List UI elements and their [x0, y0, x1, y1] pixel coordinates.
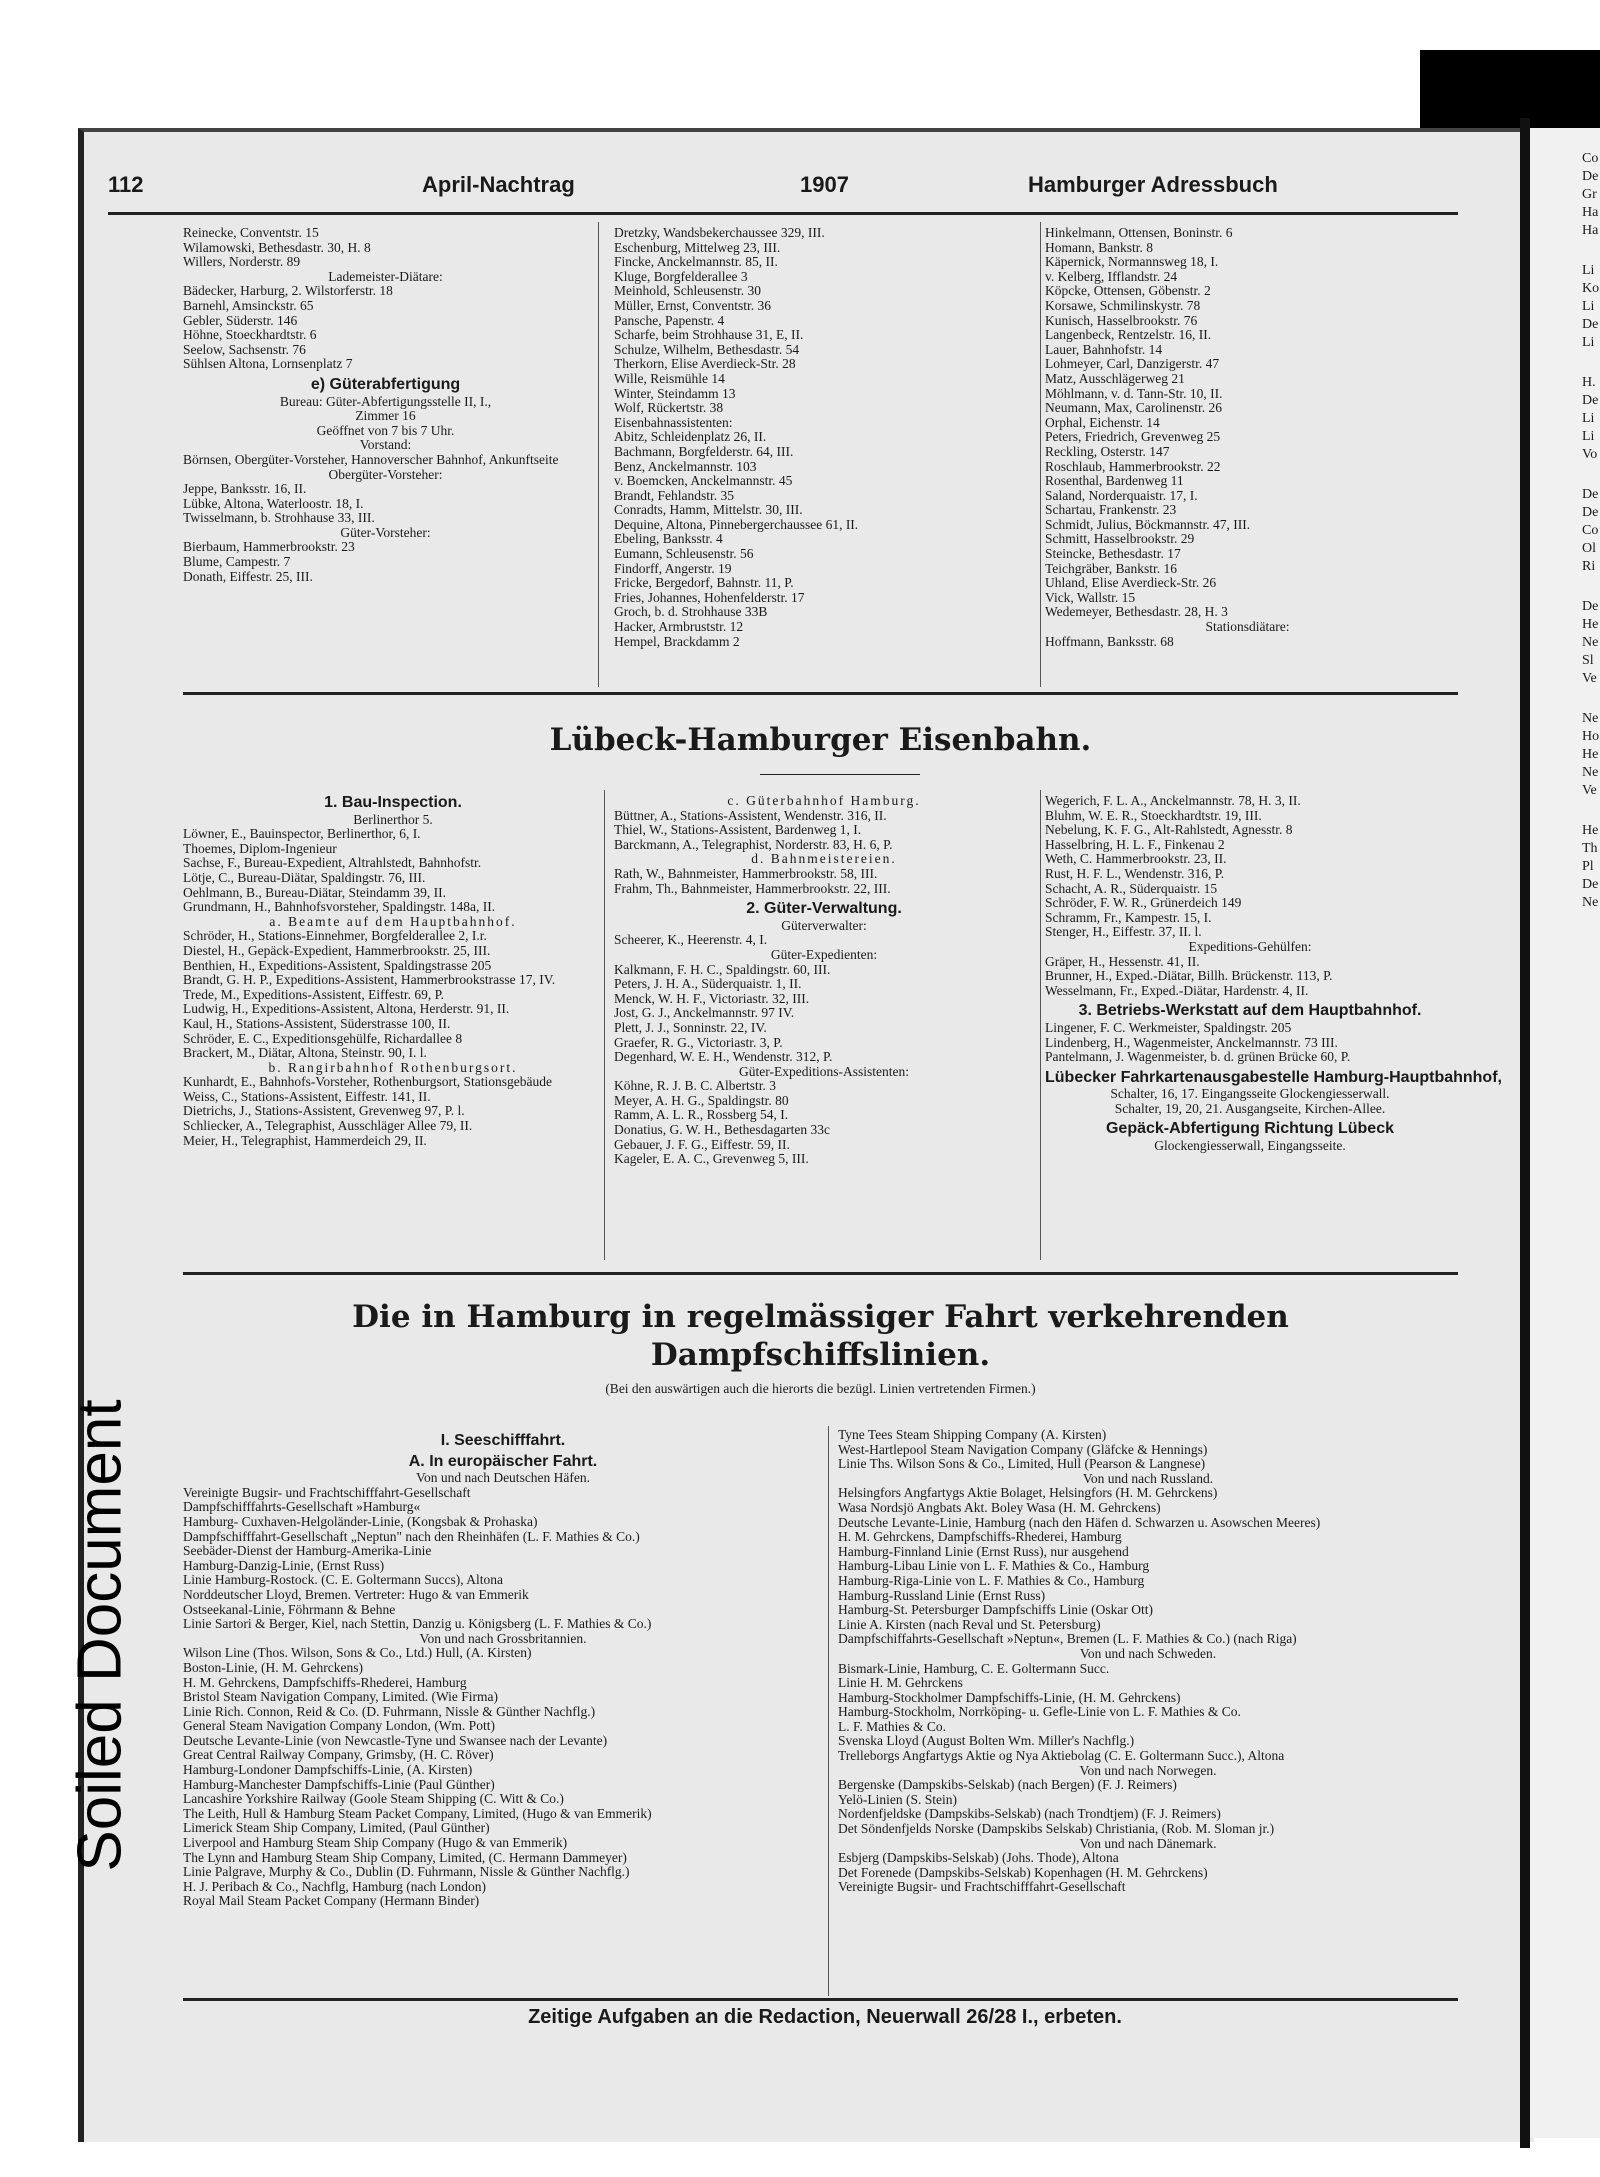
entry-line: Korsawe, Schmilinskystr. 78	[1045, 297, 1201, 313]
soiled-document-label: Soiled Document	[65, 1399, 135, 1872]
entry-line: Liverpool and Hamburg Steam Ship Company (Hugo & van Emmerik)	[183, 1835, 568, 1851]
fragment-line: He	[1582, 617, 1599, 632]
entry-line: Hamburg-Stockholm, Norrköping- u. Gefle-Linie von L. F. Mathies & Co.	[838, 1704, 1241, 1720]
entry-line: Linie Ths. Wilson Sons & Co., Limited, Hull (Pearson & Langnese)	[838, 1456, 1206, 1472]
entry-line: Schramm, Fr., Kampestr. 15, I.	[1045, 909, 1212, 925]
entry-line: Güter-Expedienten:	[770, 946, 878, 962]
entry-line: Schmitt, Hasselbrookstr. 29	[1045, 531, 1195, 547]
fragment-line: De	[1582, 169, 1599, 184]
fragment-line: Ri	[1582, 559, 1596, 574]
entry-line: Möhlmann, v. d. Tann-Str. 10, II.	[1045, 385, 1223, 401]
fragment-line: Li	[1582, 411, 1595, 426]
entry-line: Conradts, Hamm, Mittelstr. 30, III.	[614, 502, 803, 518]
entry-line: Höhne, Stoeckhardtstr. 6	[183, 327, 317, 343]
entry-line: e) Güterabfertigung	[310, 375, 461, 393]
entry-line: Linie A. Kirsten (nach Reval und St. Petersburg)	[838, 1616, 1101, 1632]
fragment-line: Gr	[1582, 187, 1597, 202]
fragment-line: Vo	[1582, 447, 1598, 462]
entry-line: Trede, M., Expeditions-Assistent, Eiffestr. 69, P.	[183, 986, 445, 1002]
entry-line: I. Seeschifffahrt.	[440, 1432, 566, 1449]
entry-line: H. J. Peribach & Co., Nachflg, Hamburg (nach London)	[183, 1878, 487, 1894]
entry-line: General Steam Navigation Company London, (Wm. Pott)	[183, 1718, 495, 1734]
entry-line: Schartau, Frankenstr. 23	[1045, 502, 1177, 518]
entry-line: Willers, Norderstr. 89	[183, 254, 301, 270]
fragment-line: De	[1582, 487, 1599, 502]
ships-column-1	[183, 1428, 823, 1909]
entry-line: Lötje, C., Bureau-Diätar, Spaldingstr. 76, III.	[183, 869, 426, 885]
top-column-2	[614, 226, 1029, 649]
entry-line: Von und nach Dänemark.	[1079, 1835, 1217, 1851]
entry-line: Lancashire Yorkshire Railway (Goole Steam Shipping (C. Witt & Co.)	[183, 1791, 564, 1807]
fragment-line: Ho	[1582, 729, 1600, 744]
entry-line: Graefer, R. G., Victoriastr. 3, P.	[614, 1034, 783, 1050]
entry-line: Plett, J. J., Sonninstr. 22, IV.	[614, 1019, 767, 1035]
entry-line: Güterverwalter:	[781, 917, 867, 933]
entry-line: b. Rangirbahnhof Rothenburgsort.	[268, 1059, 518, 1075]
fragment-line: De	[1582, 393, 1599, 408]
entry-line: Peters, Friedrich, Grevenweg 25	[1045, 429, 1221, 445]
ships-note: (Bei den auswärtigen auch die hierorts die bezügl. Linien vertretenden Firmen.)	[605, 1381, 1036, 1396]
fragment-line: Co	[1582, 151, 1599, 166]
entry-line: Von und nach Deutschen Häfen.	[415, 1470, 591, 1486]
fragment-line: H.	[1582, 375, 1596, 390]
section-title: April-Nachtrag	[422, 172, 575, 197]
entry-line: Linie Rich. Connon, Reid & Co. (D. Fuhrmann, Nissle & Günther Nachflg.)	[183, 1703, 596, 1719]
entry-line: Lübke, Altona, Waterloostr. 18, I.	[183, 495, 364, 511]
entry-line: d. Bahnmeistereien.	[751, 851, 897, 867]
entry-line: Hamburg-St. Petersburger Dampfschiffs Linie (Oskar Ott)	[838, 1602, 1153, 1618]
fragment-line: Ol	[1582, 541, 1596, 556]
entry-line: Hamburg-Stockholmer Dampfschiffs-Linie, (H. M. Gehrckens)	[838, 1689, 1181, 1705]
entry-line: Bädecker, Harburg, 2. Wilstorferstr. 18	[183, 283, 393, 299]
entry-line: Lingener, F. C. Werkmeister, Spaldingstr. 205	[1045, 1019, 1292, 1035]
entry-line: Kluge, Borgfelderallee 3	[614, 268, 748, 284]
page-header	[108, 172, 1458, 208]
entry-line: Winter, Steindamm 13	[614, 385, 736, 401]
fragment-line: Li	[1582, 335, 1595, 350]
entry-line: Nebelung, K. F. G., Alt-Rahlstedt, Agnesstr. 8	[1045, 822, 1293, 838]
entry-line: Roschlaub, Hammerbrookstr. 22	[1045, 458, 1221, 474]
entry-line: Neumann, Max, Carolinenstr. 26	[1045, 400, 1222, 416]
entry-line: Bierbaum, Hammerbrookstr. 23	[183, 539, 355, 555]
entry-line: Thiel, W., Stations-Assistent, Bardenweg 1, I.	[614, 822, 862, 838]
entry-line: Dampfschifffahrts-Gesellschaft »Hamburg«	[183, 1499, 421, 1515]
entry-line: Obergüter-Vorsteher:	[328, 466, 443, 482]
entry-line: Lindenberg, H., Wagenmeister, Anckelmannstr. 73 III.	[1045, 1034, 1338, 1050]
fragment-line: Pl	[1582, 859, 1594, 874]
entry-line: Boston-Linie, (H. M. Gehrckens)	[183, 1659, 363, 1675]
entry-line: Abitz, Schleidenplatz 26, II.	[614, 429, 767, 445]
entry-line: Teichgräber, Bankstr. 16	[1045, 560, 1177, 576]
entry-line: Berlinerthor 5.	[353, 811, 433, 827]
entry-line: West-Hartlepool Steam Navigation Company (Gläfcke & Hennings)	[838, 1441, 1208, 1457]
entry-line: Stenger, H., Eiffestr. 37, II. l.	[1045, 924, 1202, 940]
entry-line: Wedemeyer, Bethesdastr. 28, H. 3	[1045, 604, 1228, 620]
entry-line: Wille, Reismühle 14	[614, 370, 725, 386]
entry-line: Limerick Steam Ship Company, Limited, (Paul Günther)	[183, 1820, 490, 1836]
entry-line: Orphal, Eichenstr. 14	[1045, 414, 1160, 430]
entry-line: Bristol Steam Navigation Company, Limited. (Wie Firma)	[183, 1689, 499, 1705]
scan-dark-corner	[1420, 50, 1600, 130]
entry-line: Royal Mail Steam Packet Company (Hermann Binder)	[183, 1893, 480, 1909]
entry-line: Glockengiesserwall, Eingangsseite.	[1154, 1138, 1346, 1154]
entry-line: Börnsen, Obergüter-Vorsteher, Hannoverscher Bahnhof, Ankunftseite	[183, 451, 559, 467]
entry-line: Barckmann, A., Telegraphist, Norderstr. 83, H. 6, P.	[614, 836, 893, 852]
entry-line: Hamburg-Manchester Dampfschiffs-Linie (Paul Günther)	[183, 1776, 495, 1792]
entry-line: Büttner, A., Stations-Assistent, Wendenstr. 316, II.	[614, 807, 887, 823]
fragment-line: Co	[1582, 523, 1599, 538]
entry-line: Rath, W., Bahnmeister, Hammerbrookstr. 58, III.	[614, 865, 878, 881]
entry-line: Uhland, Elise Averdieck-Str. 26	[1045, 575, 1217, 591]
fragment-line: Ne	[1582, 895, 1599, 910]
entry-line: Donatius, G. W. H., Bethesdagarten 33c	[614, 1122, 830, 1138]
entry-line: Homann, Bankstr. 8	[1045, 239, 1153, 255]
entry-line: Menck, W. H. F., Victoriastr. 32, III.	[614, 990, 810, 1006]
entry-line: Fries, Johannes, Hohenfelderstr. 17	[614, 589, 805, 605]
column-divider	[604, 790, 605, 1260]
entry-line: Dietrichs, J., Stations-Assistent, Grevenweg 97, P. l.	[183, 1103, 465, 1119]
page-gutter	[1520, 118, 1530, 2148]
entry-line: Seebäder-Dienst der Hamburg-Amerika-Linie	[183, 1543, 432, 1559]
entry-line: Weiss, C., Stations-Assistent, Eiffestr. 141, II.	[183, 1088, 431, 1104]
entry-line: Gräper, H., Hessenstr. 41, II.	[1045, 953, 1200, 969]
entry-line: c. Güterbahnhof Hamburg.	[727, 793, 921, 808]
entry-line: v. Kelberg, Ifflandstr. 24	[1045, 268, 1178, 284]
entry-line: Hasselbring, H. L. F., Finkenau 2	[1045, 836, 1225, 852]
entry-line: Thoemes, Diplom-Ingenieur	[183, 840, 337, 856]
entry-line: Nordenfjeldske (Dampskibs-Selskab) (nach Trondtjem) (F. J. Reimers)	[838, 1806, 1221, 1822]
entry-line: Linie H. M. Gehrckens	[838, 1675, 963, 1691]
fragment-line: Li	[1582, 429, 1595, 444]
entry-line: Det Forenede (Dampskibs-Selskab) Kopenhagen (H. M. Gehrckens)	[838, 1864, 1208, 1880]
ships-title-line-1: Die in Hamburg in regelmässiger Fahrt verkehrenden	[352, 1299, 1289, 1335]
ships-column-2	[838, 1428, 1458, 1895]
entry-line: The Leith, Hull & Hamburg Steam Packet Company, Limited, (Hugo & van Emmerik)	[183, 1805, 652, 1821]
entry-line: Kageler, E. A. C., Grevenweg 5, III.	[614, 1151, 809, 1167]
entry-line: Frahm, Th., Bahnmeister, Hammerbrookstr. 22, III.	[614, 880, 891, 896]
entry-line: Svenska Lloyd (August Bolten Wm. Miller's Nachflg.)	[838, 1733, 1135, 1749]
fragment-line: De	[1582, 599, 1599, 614]
adjacent-page-fragment	[1530, 128, 1600, 2138]
entry-line: Jost, G. J., Anckelmannstr. 97 IV.	[614, 1005, 795, 1021]
entry-line: Reckling, Osterstr. 147	[1045, 443, 1170, 459]
entry-line: Rosenthal, Bardenweg 11	[1045, 473, 1184, 489]
entry-line: Brandt, Fehlandstr. 35	[614, 487, 734, 503]
entry-line: Wesselmann, Fr., Exped.-Diätar, Hardenstr. 4, II.	[1045, 982, 1309, 998]
entry-line: Schliecker, A., Telegraphist, Ausschläger Allee 79, II.	[183, 1118, 473, 1134]
entry-line: Eumann, Schleusenstr. 56	[614, 546, 754, 562]
entry-line: Bergenske (Dampskibs-Selskab) (nach Bergen) (F. J. Reimers)	[838, 1777, 1177, 1793]
fragment-line: Ve	[1582, 671, 1597, 686]
entry-line: Schröder, F. W. R., Grünerdeich 149	[1045, 895, 1242, 911]
entry-line: Eschenburg, Mittelweg 23, III.	[614, 239, 781, 255]
entry-line: Donath, Eiffestr. 25, III.	[183, 568, 313, 584]
ships-title	[183, 1298, 1458, 1374]
entry-line: Fricke, Bergedorf, Bahnstr. 11, P.	[614, 575, 794, 591]
entry-line: Reinecke, Conventstr. 15	[183, 225, 319, 240]
fragment-line: Li	[1582, 263, 1595, 278]
entry-line: Vorstand:	[359, 437, 412, 453]
entry-line: Hamburg-Danzig-Linie, (Ernst Russ)	[183, 1557, 385, 1573]
entry-line: Hoffmann, Banksstr. 68	[1045, 633, 1174, 649]
entry-line: Hamburg-Libau Linie von L. F. Mathies & Co., Hamburg	[838, 1558, 1150, 1574]
entry-line: Lauer, Bahnhofstr. 14	[1045, 341, 1163, 357]
entry-line: Meier, H., Telegraphist, Hammerdeich 29, II.	[183, 1132, 427, 1148]
entry-line: Hinkelmann, Ottensen, Boninstr. 6	[1045, 225, 1233, 240]
entry-line: Norddeutscher Lloyd, Bremen. Vertreter: Hugo & van Emmerik	[183, 1586, 529, 1602]
fragment-line: De	[1582, 505, 1599, 520]
entry-line: Yelö-Linien (S. Stein)	[838, 1791, 958, 1807]
entry-line: Dampfschiffahrts-Gesellschaft »Neptun«, Bremen (L. F. Mathies & Co.) (nach Riga)	[838, 1631, 1297, 1647]
entry-line: Hempel, Brackdamm 2	[614, 633, 740, 649]
entry-line: Hacker, Armbruststr. 12	[614, 619, 744, 635]
entry-line: Matz, Ausschlägerweg 21	[1045, 370, 1185, 386]
column-divider	[1040, 790, 1041, 1260]
luebeck-title: Lübeck-Hamburger Eisenbahn.	[549, 722, 1092, 758]
year: 1907	[800, 172, 849, 197]
entry-line: H. M. Gehrckens, Dampfschiffs-Rhederei, Hamburg	[183, 1674, 467, 1690]
entry-line: A. In europäischer Fahrt.	[408, 1452, 598, 1470]
fragment-line: He	[1582, 823, 1599, 838]
entry-line: Wilamowski, Bethesdastr. 30, H. 8	[183, 239, 371, 255]
entry-line: 2. Güter-Verwaltung.	[746, 900, 902, 918]
entry-line: Kaul, H., Stations-Assistent, Süderstrasse 100, II.	[183, 1015, 451, 1031]
entry-line: Brandt, G. H. P., Expeditions-Assistent, Hammerbrookstrasse 17, IV.	[183, 972, 556, 988]
luebeck-column-3	[1045, 793, 1502, 1154]
entry-line: Wasa Nordsjö Angbats Akt. Boley Wasa (H. M. Gehrckens)	[838, 1499, 1161, 1515]
fragment-line: De	[1582, 317, 1599, 332]
fragment-line: Th	[1582, 841, 1598, 856]
fragment-line: Ve	[1582, 783, 1597, 798]
entry-line: Helsingfors Angfartygs Aktie Bolaget, Helsingfors (H. M. Gehrckens)	[838, 1485, 1218, 1501]
entry-line: Groch, b. d. Strohhause 33B	[614, 604, 768, 620]
entry-line: Sühlsen Altona, Lornsenplatz 7	[183, 356, 353, 372]
entry-line: Löwner, E., Bauinspector, Berlinerthor, 6, I.	[183, 826, 421, 842]
column-divider	[828, 1426, 829, 1996]
entry-line: 1. Bau-Inspection.	[324, 794, 462, 811]
entry-line: Findorff, Angerstr. 19	[614, 560, 732, 576]
entry-line: Bureau: Güter-Abfertigungsstelle II, I.,	[279, 393, 492, 409]
entry-line: Pantelmann, J. Wagenmeister, b. d. grünen Brücke 60, P.	[1045, 1049, 1351, 1065]
section-rule	[183, 1272, 1458, 1275]
entry-line: Geöffnet von 7 bis 7 Uhr.	[316, 422, 455, 438]
fragment-line: Ne	[1582, 635, 1599, 650]
entry-line: Stationsdiätare:	[1205, 619, 1290, 635]
entry-line: Fincke, Anckelmannstr. 85, II.	[614, 254, 778, 270]
entry-line: Käpernick, Normannsweg 18, I.	[1045, 254, 1219, 270]
entry-line: Zimmer 16	[355, 408, 416, 424]
entry-line: Schmidt, Julius, Böckmannstr. 47, III.	[1045, 516, 1251, 532]
entry-line: Deutsche Levante-Linie, Hamburg (nach den Häfen d. Schwarzen u. Asowschen Meeres)	[838, 1514, 1321, 1530]
entry-line: Therkorn, Elise Averdieck-Str. 28	[614, 356, 796, 372]
section-rule	[183, 692, 1458, 695]
entry-line: The Lynn and Hamburg Steam Ship Company, Limited, (C. Hermann Dammeyer)	[183, 1849, 627, 1865]
entry-line: 3. Betriebs-Werkstatt auf dem Hauptbahnhof.	[1078, 1002, 1422, 1020]
entry-line: Kunhardt, E., Bahnhofs-Vorsteher, Rothenburgsort, Stationsgebäude	[183, 1074, 553, 1090]
entry-line: Tyne Tees Steam Shipping Company (A. Kirsten)	[838, 1427, 1107, 1442]
luebeck-column-1	[183, 790, 603, 1148]
entry-line: Det Söndenfjelds Norske (Dampskibs Selskab) Christiania, (Rob. M. Sloman jr.)	[838, 1821, 1275, 1837]
entry-line: Hamburg-Riga-Linie von L. F. Mathies & Co., Hamburg	[838, 1572, 1145, 1588]
entry-line: Degenhard, W. E. H., Wendenstr. 312, P.	[614, 1049, 833, 1065]
entry-line: Vick, Wallstr. 15	[1045, 589, 1136, 605]
entry-line: Lübecker Fahrkartenausgabestelle Hamburg-Hauptbahnhof,	[1045, 1068, 1502, 1086]
entry-line: Hamburg-Finnland Linie (Ernst Russ), nur ausgehend	[838, 1543, 1129, 1559]
header-rule	[108, 212, 1458, 215]
entry-line: Ludwig, H., Expeditions-Assistent, Altona, Herderstr. 91, II.	[183, 1001, 510, 1017]
entry-line: Von und nach Norwegen.	[1079, 1762, 1217, 1778]
entry-line: Ebeling, Banksstr. 4	[614, 531, 723, 547]
entry-line: Expeditions-Gehülfen:	[1188, 938, 1312, 954]
entry-line: Esbjerg (Dampskibs-Selskab) (Johs. Thode), Altona	[838, 1850, 1119, 1866]
entry-line: Peters, J. H. A., Süderquaistr. 1, II.	[614, 976, 802, 992]
entry-line: Köpcke, Ottensen, Göbenstr. 2	[1045, 283, 1211, 299]
entry-line: Pansche, Papenstr. 4	[614, 312, 725, 328]
column-divider	[598, 222, 599, 687]
title-underline	[760, 774, 920, 775]
entry-line: Wegerich, F. L. A., Anckelmannstr. 78, H. 3, II.	[1045, 793, 1301, 808]
column-divider	[1040, 222, 1041, 687]
entry-line: Barnehl, Amsinckstr. 65	[183, 297, 314, 313]
footer-notice: Zeitige Aufgaben an die Redaction, Neuerwall 26/28 I., erbeten.	[528, 2006, 1122, 2028]
section-rule	[183, 1998, 1458, 2001]
entry-line: v. Boemcken, Anckelmannstr. 45	[614, 473, 793, 489]
entry-line: Brackert, M., Diätar, Altona, Steinstr. 90, I. l.	[183, 1045, 427, 1061]
entry-line: Wilson Line (Thos. Wilson, Sons & Co., Ltd.) Hull, (A. Kirsten)	[183, 1645, 532, 1661]
entry-line: Schröder, H., Stations-Einnehmer, Borgfelderallee 2, I.r.	[183, 928, 487, 944]
entry-line: Schalter, 19, 20, 21. Ausgangseite, Kirchen-Allee.	[1114, 1100, 1386, 1116]
entry-line: Vereinigte Bugsir- und Frachtschifffahrt-Gesellschaft	[183, 1484, 471, 1500]
fragment-line: Sl	[1582, 653, 1594, 668]
fragment-line: Li	[1582, 299, 1595, 314]
entry-line: Von und nach Schweden.	[1079, 1645, 1217, 1661]
entry-line: Güter-Vorsteher:	[340, 524, 431, 540]
entry-line: Saland, Norderquaistr. 17, I.	[1045, 487, 1198, 503]
entry-line: Twisselmann, b. Strohhause 33, III.	[183, 510, 375, 526]
entry-line: Wolf, Rückertstr. 38	[614, 400, 724, 416]
entry-line: Scharfe, beim Strohhause 31, E, II.	[614, 327, 804, 343]
entry-line: Meyer, A. H. G., Spaldingstr. 80	[614, 1092, 789, 1108]
fragment-line: Ne	[1582, 765, 1599, 780]
entry-line: Bluhm, W. E. R., Stoeckhardtstr. 19, III.	[1045, 807, 1262, 823]
entry-line: Gebler, Süderstr. 146	[183, 312, 298, 328]
entry-line: Gebauer, J. F. G., Eiffestr. 59, II.	[614, 1136, 790, 1152]
entry-line: Bachmann, Borgfelderstr. 64, III.	[614, 443, 794, 459]
entry-line: Linie Palgrave, Murphy & Co., Dublin (D. Fuhrmann, Nissle & Günther Nachflg.)	[183, 1864, 630, 1880]
fragment-line: De	[1582, 877, 1599, 892]
luebeck-column-2	[614, 794, 1034, 1167]
fragment-line: Ha	[1582, 223, 1599, 238]
top-column-1	[183, 226, 588, 584]
entry-line: Great Central Railway Company, Grimsby, (H. C. Röver)	[183, 1747, 494, 1763]
entry-line: a. Beamte auf dem Hauptbahnhof.	[269, 913, 517, 929]
entry-line: Hamburg-Londoner Dampfschiffs-Linie, (A. Kirsten)	[183, 1762, 473, 1778]
entry-line: Schacht, A. R., Süderquaistr. 15	[1045, 880, 1218, 896]
entry-line: Eisenbahnassistenten:	[614, 414, 733, 430]
top-column-3	[1045, 226, 1450, 649]
entry-line: Meinhold, Schleusenstr. 30	[614, 283, 761, 299]
entry-line: Von und nach Russland.	[1082, 1470, 1214, 1486]
entry-line: Scheerer, K., Heerenstr. 4, I.	[614, 932, 768, 948]
entry-line: H. M. Gehrckens, Dampfschiffs-Rhederei, Hamburg	[838, 1529, 1122, 1545]
ships-title-line-2: Dampfschiffslinien.	[650, 1337, 991, 1373]
entry-line: Jeppe, Banksstr. 16, II.	[183, 481, 307, 497]
entry-line: Linie Sartori & Berger, Kiel, nach Stettin, Danzig u. Königsberg (L. F. Mathies & Co.)	[183, 1616, 652, 1632]
entry-line: Grundmann, H., Bahnhofsvorsteher, Spaldingstr. 148a, II.	[183, 899, 496, 915]
entry-line: Müller, Ernst, Conventstr. 36	[614, 297, 771, 313]
fragment-line: He	[1582, 747, 1599, 762]
entry-line: Schulze, Wilhelm, Bethesdastr. 54	[614, 341, 800, 357]
entry-line: Seelow, Sachsenstr. 76	[183, 341, 306, 357]
entry-line: Köhne, R. J. B. C. Albertstr. 3	[614, 1078, 777, 1094]
entry-line: Bismark-Linie, Hamburg, C. E. Goltermann Succ.	[838, 1660, 1110, 1676]
entry-line: L. F. Mathies & Co.	[838, 1718, 947, 1734]
fragment-line: Ko	[1582, 281, 1600, 296]
entry-line: Langenbeck, Rentzelstr. 16, II.	[1045, 327, 1212, 343]
entry-line: Schalter, 16, 17. Eingangsseite Glockengiesserwall.	[1110, 1086, 1390, 1102]
entry-line: Kalkmann, F. H. C., Spaldingstr. 60, III.	[614, 961, 831, 977]
fragment-line: Ne	[1582, 711, 1599, 726]
entry-line: Gepäck-Abfertigung Richtung Lübeck	[1105, 1120, 1394, 1138]
entry-line: Deutsche Levante-Linie (von Newcastle-Tyne und Swansee nach der Levante)	[183, 1732, 608, 1748]
entry-line: Diestel, H., Gepäck-Expedient, Hammerbrookstr. 25, III.	[183, 942, 491, 958]
entry-line: Hamburg-Russland Linie (Ernst Russ)	[838, 1587, 1046, 1603]
fragment-line: Ha	[1582, 205, 1599, 220]
page-number: 112	[108, 172, 144, 197]
entry-line: Von und nach Grossbritannien.	[419, 1630, 587, 1646]
entry-line: Brunner, H., Exped.-Diätar, Billh. Brückenstr. 113, P.	[1045, 968, 1333, 984]
entry-line: Dampfschifffahrt-Gesellschaft „Neptun" nach den Rheinhäfen (L. F. Mathies & Co.)	[183, 1528, 640, 1544]
entry-line: Benthien, H., Expeditions-Assistent, Spaldingstrasse 205	[183, 957, 492, 973]
entry-line: Steincke, Bethesdastr. 17	[1045, 546, 1181, 562]
book-title: Hamburger Adressbuch	[1028, 172, 1278, 197]
entry-line: Schröder, E. C., Expeditionsgehülfe, Richardallee 8	[183, 1030, 463, 1046]
entry-line: Linie Hamburg-Rostock. (C. E. Goltermann Succs), Altona	[183, 1572, 503, 1588]
entry-line: Lohmeyer, Carl, Danzigerstr. 47	[1045, 356, 1220, 372]
entry-line: Oehlmann, B., Bureau-Diätar, Steindamm 39, II.	[183, 884, 447, 900]
entry-line: Trelleborgs Angfartygs Aktie og Nya Aktiebolag (C. E. Goltermann Succ.), Altona	[838, 1748, 1285, 1764]
entry-line: Vereinigte Bugsir- und Frachtschifffahrt-Gesellschaft	[838, 1879, 1126, 1895]
entry-line: Kunisch, Hasselbrookstr. 76	[1045, 312, 1198, 328]
entry-line: Benz, Anckelmannstr. 103	[614, 458, 757, 474]
entry-line: Ramm, A. L. R., Rossberg 54, I.	[614, 1107, 789, 1123]
entry-line: Dequine, Altona, Pinnebergerchaussee 61, II.	[614, 516, 859, 532]
entry-line: Lademeister-Diätare:	[328, 268, 443, 284]
entry-line: Ostseekanal-Linie, Föhrmann & Behne	[183, 1601, 396, 1617]
entry-line: Blume, Campestr. 7	[183, 554, 291, 570]
entry-line: Dretzky, Wandsbekerchaussee 329, III.	[614, 225, 825, 240]
entry-line: Sachse, F., Bureau-Expedient, Altrahlstedt, Bahnhofstr.	[183, 855, 482, 871]
entry-line: Güter-Expeditions-Assistenten:	[739, 1063, 909, 1079]
entry-line: Rust, H. F. L., Wendenstr. 316, P.	[1045, 865, 1225, 881]
entry-line: Hamburg- Cuxhaven-Helgoländer-Linie, (Kongsbak & Prohaska)	[183, 1513, 538, 1529]
entry-line: Weth, C. Hammerbrookstr. 23, II.	[1045, 851, 1227, 867]
